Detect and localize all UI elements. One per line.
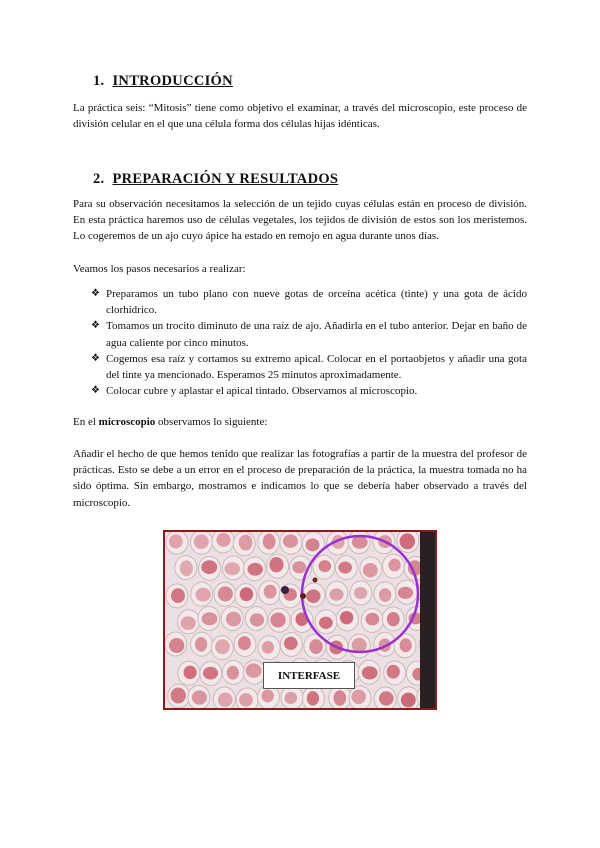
micro-suffix: observamos lo siguiente: — [155, 416, 268, 428]
section-1-heading — [93, 73, 233, 90]
steps-list — [74, 286, 527, 399]
step-text: Preparamos un tubo plano con nueve gotas de orceína acética (tinte) y una gota de ácido clorhídrico. — [106, 288, 527, 317]
step-text: Tomamos un trocito diminuto de una raíz de ajo. Añadirla en el tubo anterior. Dejar en baño de agua caliente por cinco minutos. — [106, 320, 527, 349]
micro-bold: microscopio — [98, 416, 156, 428]
diamond-bullet-icon: ❖ — [91, 385, 100, 397]
section-1-title: INTRODUCCIÓN — [112, 73, 233, 89]
diamond-bullet-icon: ❖ — [91, 288, 100, 299]
list-item — [74, 318, 527, 350]
section-2-heading — [93, 171, 338, 188]
step-text: Colocar cubre y aplastar el apical tintado. Observamos al microscopio. — [106, 385, 418, 398]
interfase-label: INTERFASE — [263, 662, 355, 689]
microscope-sentence — [73, 414, 527, 430]
list-item — [74, 383, 527, 399]
section-2-title: PREPARACIÓN Y RESULTADOS — [112, 171, 339, 187]
diamond-bullet-icon: ❖ — [91, 320, 100, 332]
diamond-bullet-icon: ❖ — [91, 352, 100, 364]
section-2-number: 2. — [93, 171, 105, 187]
preparation-paragraph: Para su observación necesitamos la selección de un tejido cuyas células están en proceso de división. En esta práctica haremos uso de células vegetales, los tejidos de división de estos son los meristemos. Lo cogeremos de un ajo cuyo ápice ha estado en remojo en agua durante unos días. — [73, 198, 527, 243]
list-item — [74, 351, 527, 383]
intro-paragraph: La práctica seis: “Mitosis” tiene como objetivo el examinar, a través del microscopio, este proceso de división celular en el que una célula forma dos células hijas idénticas. — [73, 102, 527, 131]
steps-intro: Veamos los pasos necesarios a realizar: — [73, 263, 246, 275]
note-paragraph: Añadir el hecho de que hemos tenido que realizar las fotografías a partir de la muestra del profesor de prácticas. Esto se debe a un error en el proceso de preparación de la práctica, la muestra tomada no ha sido óptima. Sin embargo, mostramos e indicamos lo que se debería haber observado a través del microscopio. — [73, 448, 527, 509]
step-text: Cogemos esa raíz y cortamos su extremo apical. Colocar en el portaobjetos y añadir una gota del tinte ya mencionado. Esperamos 25 minutos aproximadamente. — [106, 352, 527, 382]
micro-prefix: En el — [73, 416, 99, 428]
image-dark-edge — [420, 532, 435, 708]
list-item — [74, 286, 527, 318]
microscope-image — [163, 530, 437, 710]
section-1-number: 1. — [93, 73, 105, 89]
